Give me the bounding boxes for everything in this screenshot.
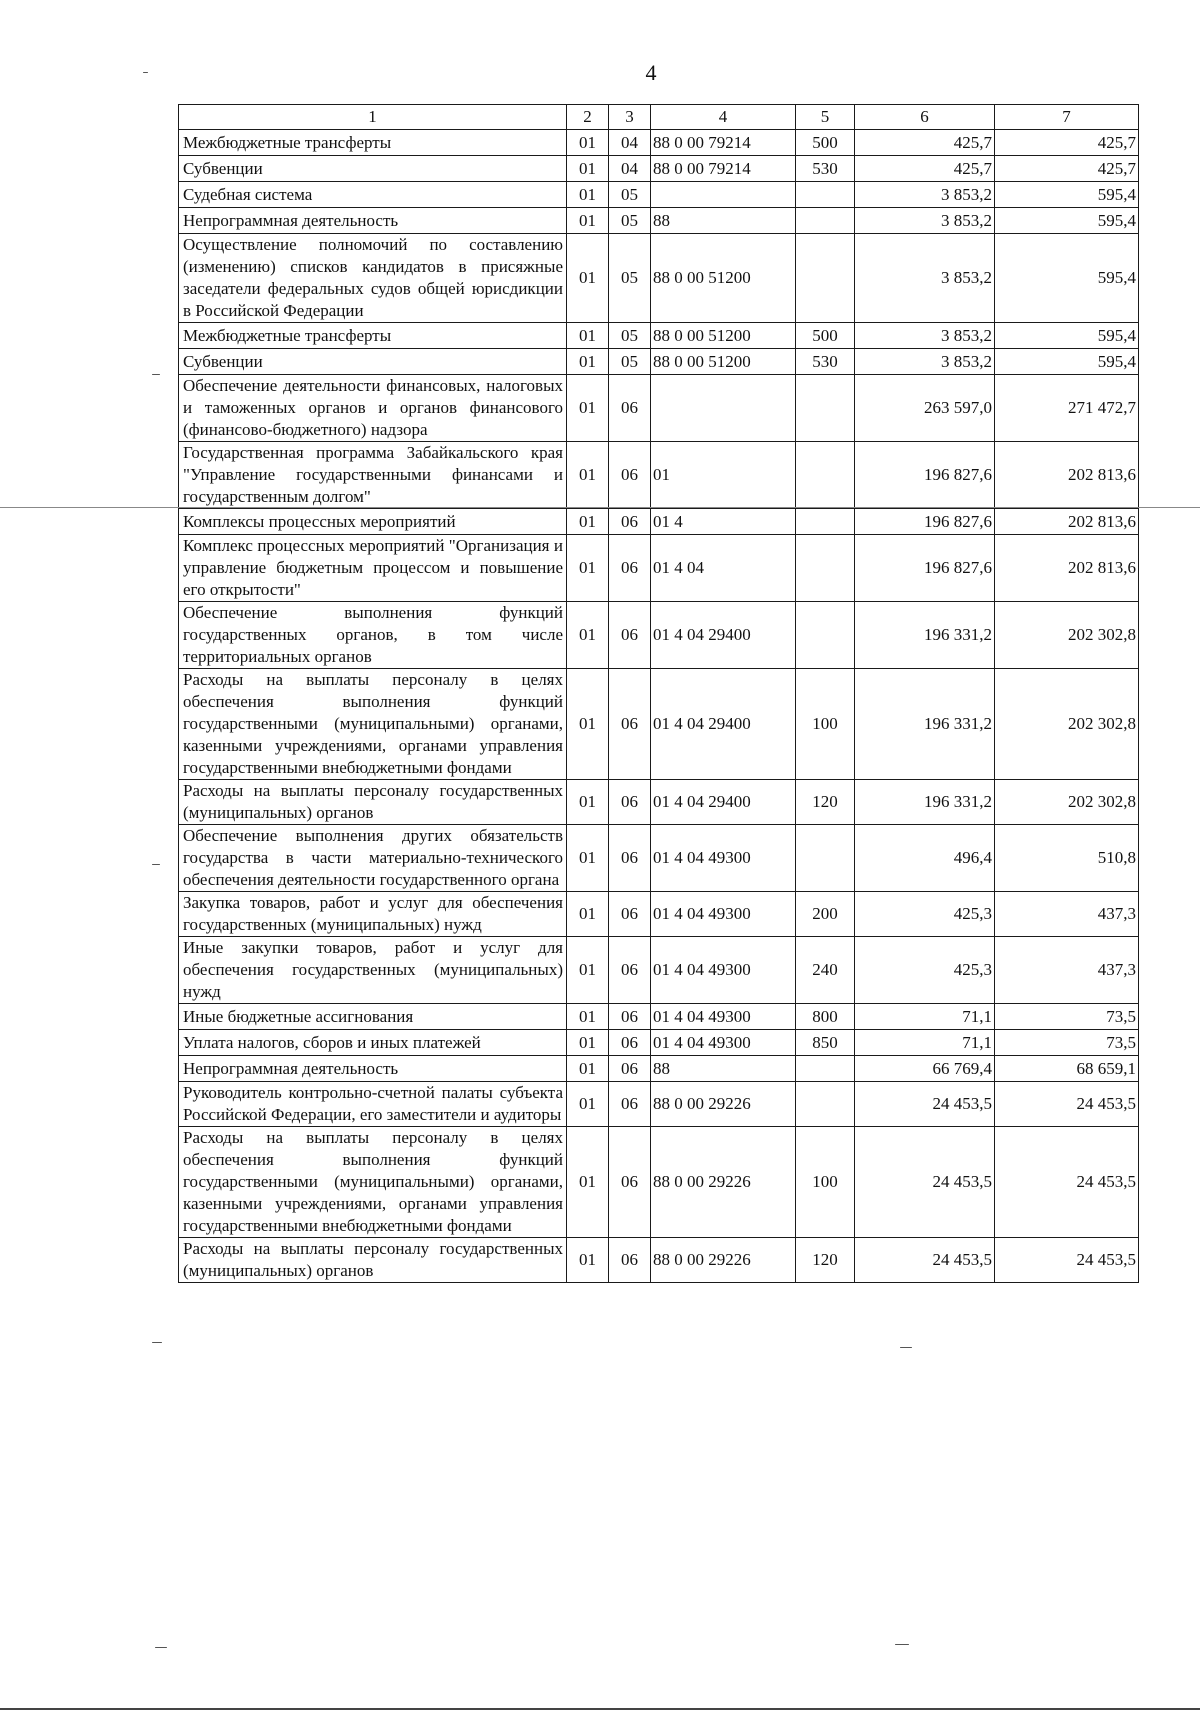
- table-row: [179, 442, 1139, 509]
- subsection-code-cell: 06: [609, 1056, 651, 1082]
- amount-year1-cell: 263 597,0: [855, 375, 995, 442]
- table-row: [179, 1238, 1139, 1283]
- subsection-code-cell: 06: [609, 1127, 651, 1238]
- table-row: [179, 825, 1139, 892]
- section-code-cell: 01: [567, 156, 609, 182]
- subsection-code-cell: 06: [609, 535, 651, 602]
- scan-speck: [152, 1342, 162, 1343]
- subsection-code-cell: 05: [609, 234, 651, 323]
- expense-type-cell: [796, 509, 855, 535]
- amount-year2-cell: 202 813,6: [995, 509, 1139, 535]
- row-name-cell: Осуществление полномочий по составлению (изменению) списков кандидатов в присяжные заседатели федеральных судов общей юрисдикции в Российской Федерации: [179, 234, 567, 323]
- row-name-cell: Руководитель контрольно-счетной палаты субъекта Российской Федерации, его заместители и аудиторы: [179, 1082, 567, 1127]
- amount-year2-cell: 68 659,1: [995, 1056, 1139, 1082]
- target-article-cell: 01 4 04 49300: [651, 937, 796, 1004]
- expense-type-cell: [796, 234, 855, 323]
- target-article-cell: 88 0 00 79214: [651, 156, 796, 182]
- table-row: [179, 208, 1139, 234]
- amount-year1-cell: 3 853,2: [855, 182, 995, 208]
- column-number: 5: [796, 105, 855, 130]
- section-code-cell: 01: [567, 234, 609, 323]
- row-name-cell: Уплата налогов, сборов и иных платежей: [179, 1030, 567, 1056]
- section-code-cell: 01: [567, 375, 609, 442]
- scan-speck: [152, 374, 160, 375]
- amount-year1-cell: 24 453,5: [855, 1238, 995, 1283]
- subsection-code-cell: 06: [609, 669, 651, 780]
- amount-year1-cell: 71,1: [855, 1030, 995, 1056]
- row-name-cell: Обеспечение деятельности финансовых, налоговых и таможенных органов и органов финансового (финансово-бюджетного) надзора: [179, 375, 567, 442]
- row-name-cell: Межбюджетные трансферты: [179, 130, 567, 156]
- amount-year2-cell: 202 302,8: [995, 780, 1139, 825]
- subsection-code-cell: 06: [609, 375, 651, 442]
- target-article-cell: 01 4: [651, 509, 796, 535]
- amount-year2-cell: 595,4: [995, 234, 1139, 323]
- section-code-cell: 01: [567, 1238, 609, 1283]
- target-article-cell: 01 4 04 29400: [651, 669, 796, 780]
- row-name-cell: Межбюджетные трансферты: [179, 323, 567, 349]
- target-article-cell: 88 0 00 51200: [651, 234, 796, 323]
- expense-type-cell: [796, 182, 855, 208]
- expense-type-cell: 530: [796, 156, 855, 182]
- table-row: [179, 780, 1139, 825]
- table-row: [179, 182, 1139, 208]
- column-number: 3: [609, 105, 651, 130]
- target-article-cell: 01 4 04 29400: [651, 780, 796, 825]
- subsection-code-cell: 06: [609, 602, 651, 669]
- amount-year2-cell: 595,4: [995, 208, 1139, 234]
- row-name-cell: Государственная программа Забайкальского края "Управление государственными финансами и государственным долгом": [179, 442, 567, 509]
- amount-year2-cell: 425,7: [995, 156, 1139, 182]
- row-name-cell: Комплексы процессных мероприятий: [179, 509, 567, 535]
- row-name-cell: Обеспечение выполнения функций государственных органов, в том числе территориальных органов: [179, 602, 567, 669]
- expense-type-cell: [796, 208, 855, 234]
- target-article-cell: 88: [651, 1056, 796, 1082]
- scan-speck: [152, 864, 160, 865]
- amount-year1-cell: 425,3: [855, 937, 995, 1004]
- amount-year2-cell: 202 813,6: [995, 442, 1139, 509]
- expense-type-cell: [796, 1056, 855, 1082]
- scan-speck: [900, 1347, 912, 1348]
- row-name-cell: Иные закупки товаров, работ и услуг для обеспечения государственных (муниципальных) нужд: [179, 937, 567, 1004]
- target-article-cell: 88 0 00 29226: [651, 1238, 796, 1283]
- subsection-code-cell: 04: [609, 156, 651, 182]
- target-article-cell: 01 4 04 29400: [651, 602, 796, 669]
- section-code-cell: 01: [567, 892, 609, 937]
- expense-type-cell: [796, 602, 855, 669]
- section-code-cell: 01: [567, 602, 609, 669]
- amount-year1-cell: 196 827,6: [855, 535, 995, 602]
- amount-year1-cell: 3 853,2: [855, 208, 995, 234]
- expense-type-cell: [796, 825, 855, 892]
- column-number-row: [179, 105, 1139, 130]
- expense-type-cell: [796, 375, 855, 442]
- subsection-code-cell: 06: [609, 780, 651, 825]
- table-row: [179, 349, 1139, 375]
- target-article-cell: 01: [651, 442, 796, 509]
- amount-year1-cell: 3 853,2: [855, 323, 995, 349]
- subsection-code-cell: 06: [609, 1004, 651, 1030]
- table-row: [179, 509, 1139, 535]
- row-name-cell: Иные бюджетные ассигнования: [179, 1004, 567, 1030]
- target-article-cell: [651, 182, 796, 208]
- expense-type-cell: 120: [796, 1238, 855, 1283]
- table-row: [179, 323, 1139, 349]
- expense-type-cell: 530: [796, 349, 855, 375]
- table-body: [179, 130, 1139, 1283]
- table-row: [179, 156, 1139, 182]
- row-name-cell: Расходы на выплаты персоналу в целях обеспечения выполнения функций государственными (муниципальными) органами, казенными учреждениями, органами управления государственными внебюджетными фондами: [179, 669, 567, 780]
- amount-year2-cell: 24 453,5: [995, 1082, 1139, 1127]
- scan-edge-line: [0, 1708, 1200, 1710]
- column-number: 2: [567, 105, 609, 130]
- table-row: [179, 1082, 1139, 1127]
- amount-year1-cell: 66 769,4: [855, 1056, 995, 1082]
- amount-year2-cell: 437,3: [995, 892, 1139, 937]
- expense-type-cell: [796, 535, 855, 602]
- section-code-cell: 01: [567, 1030, 609, 1056]
- amount-year1-cell: 196 331,2: [855, 669, 995, 780]
- subsection-code-cell: 06: [609, 1030, 651, 1056]
- section-code-cell: 01: [567, 780, 609, 825]
- amount-year2-cell: 510,8: [995, 825, 1139, 892]
- amount-year1-cell: 196 331,2: [855, 602, 995, 669]
- amount-year2-cell: 271 472,7: [995, 375, 1139, 442]
- table-row: [179, 1056, 1139, 1082]
- table-row: [179, 535, 1139, 602]
- row-name-cell: Обеспечение выполнения других обязательств государства в части материально-технического обеспечения деятельности государственного органа: [179, 825, 567, 892]
- amount-year1-cell: 3 853,2: [855, 234, 995, 323]
- table-row: [179, 937, 1139, 1004]
- subsection-code-cell: 05: [609, 323, 651, 349]
- amount-year1-cell: 196 331,2: [855, 780, 995, 825]
- expense-type-cell: 500: [796, 323, 855, 349]
- row-name-cell: Расходы на выплаты персоналу государственных (муниципальных) органов: [179, 1238, 567, 1283]
- section-code-cell: 01: [567, 1056, 609, 1082]
- target-article-cell: 01 4 04 49300: [651, 1030, 796, 1056]
- scan-artifact-line: [0, 507, 1200, 508]
- scan-speck: [143, 72, 148, 73]
- expense-type-cell: [796, 442, 855, 509]
- expense-type-cell: 200: [796, 892, 855, 937]
- row-name-cell: Субвенции: [179, 349, 567, 375]
- table-row: [179, 234, 1139, 323]
- subsection-code-cell: 06: [609, 1082, 651, 1127]
- amount-year1-cell: 71,1: [855, 1004, 995, 1030]
- budget-table: [178, 104, 1139, 1283]
- amount-year2-cell: 73,5: [995, 1030, 1139, 1056]
- section-code-cell: 01: [567, 535, 609, 602]
- section-code-cell: 01: [567, 1004, 609, 1030]
- expense-type-cell: 850: [796, 1030, 855, 1056]
- table-row: [179, 892, 1139, 937]
- expense-type-cell: 500: [796, 130, 855, 156]
- section-code-cell: 01: [567, 509, 609, 535]
- target-article-cell: 88 0 00 29226: [651, 1082, 796, 1127]
- amount-year2-cell: 595,4: [995, 349, 1139, 375]
- expense-type-cell: 800: [796, 1004, 855, 1030]
- target-article-cell: [651, 375, 796, 442]
- subsection-code-cell: 06: [609, 442, 651, 509]
- target-article-cell: 01 4 04 49300: [651, 892, 796, 937]
- amount-year1-cell: 425,3: [855, 892, 995, 937]
- scan-speck: [155, 1647, 167, 1648]
- subsection-code-cell: 06: [609, 937, 651, 1004]
- table-row: [179, 1004, 1139, 1030]
- amount-year2-cell: 24 453,5: [995, 1127, 1139, 1238]
- section-code-cell: 01: [567, 208, 609, 234]
- row-name-cell: Закупка товаров, работ и услуг для обеспечения государственных (муниципальных) нужд: [179, 892, 567, 937]
- column-number: 7: [995, 105, 1139, 130]
- subsection-code-cell: 05: [609, 349, 651, 375]
- amount-year2-cell: 202 302,8: [995, 602, 1139, 669]
- column-number: 4: [651, 105, 796, 130]
- amount-year1-cell: 425,7: [855, 156, 995, 182]
- section-code-cell: 01: [567, 323, 609, 349]
- table-row: [179, 602, 1139, 669]
- subsection-code-cell: 04: [609, 130, 651, 156]
- subsection-code-cell: 06: [609, 509, 651, 535]
- row-name-cell: Непрограммная деятельность: [179, 1056, 567, 1082]
- amount-year2-cell: 73,5: [995, 1004, 1139, 1030]
- expense-type-cell: [796, 1082, 855, 1127]
- target-article-cell: 88: [651, 208, 796, 234]
- target-article-cell: 88 0 00 51200: [651, 349, 796, 375]
- scan-speck: [895, 1644, 909, 1645]
- expense-type-cell: 240: [796, 937, 855, 1004]
- row-name-cell: Субвенции: [179, 156, 567, 182]
- subsection-code-cell: 05: [609, 208, 651, 234]
- row-name-cell: Расходы на выплаты персоналу государственных (муниципальных) органов: [179, 780, 567, 825]
- section-code-cell: 01: [567, 937, 609, 1004]
- table-row: [179, 1127, 1139, 1238]
- section-code-cell: 01: [567, 1127, 609, 1238]
- section-code-cell: 01: [567, 130, 609, 156]
- amount-year2-cell: 437,3: [995, 937, 1139, 1004]
- target-article-cell: 01 4 04: [651, 535, 796, 602]
- subsection-code-cell: 06: [609, 825, 651, 892]
- section-code-cell: 01: [567, 182, 609, 208]
- subsection-code-cell: 06: [609, 1238, 651, 1283]
- section-code-cell: 01: [567, 1082, 609, 1127]
- amount-year2-cell: 595,4: [995, 323, 1139, 349]
- section-code-cell: 01: [567, 825, 609, 892]
- amount-year2-cell: 595,4: [995, 182, 1139, 208]
- subsection-code-cell: 05: [609, 182, 651, 208]
- section-code-cell: 01: [567, 442, 609, 509]
- amount-year1-cell: 196 827,6: [855, 442, 995, 509]
- target-article-cell: 01 4 04 49300: [651, 825, 796, 892]
- amount-year1-cell: 24 453,5: [855, 1127, 995, 1238]
- expense-type-cell: 100: [796, 669, 855, 780]
- table-row: [179, 1030, 1139, 1056]
- amount-year2-cell: 202 302,8: [995, 669, 1139, 780]
- amount-year1-cell: 24 453,5: [855, 1082, 995, 1127]
- expense-type-cell: 100: [796, 1127, 855, 1238]
- expense-type-cell: 120: [796, 780, 855, 825]
- row-name-cell: Судебная система: [179, 182, 567, 208]
- row-name-cell: Непрограммная деятельность: [179, 208, 567, 234]
- column-number: 1: [179, 105, 567, 130]
- amount-year1-cell: 196 827,6: [855, 509, 995, 535]
- row-name-cell: Комплекс процессных мероприятий "Организация и управление бюджетным процессом и повышение его открытости": [179, 535, 567, 602]
- amount-year1-cell: 3 853,2: [855, 349, 995, 375]
- amount-year1-cell: 425,7: [855, 130, 995, 156]
- target-article-cell: 01 4 04 49300: [651, 1004, 796, 1030]
- page-number: 4: [645, 60, 657, 85]
- amount-year2-cell: 425,7: [995, 130, 1139, 156]
- amount-year2-cell: 24 453,5: [995, 1238, 1139, 1283]
- table-row: [179, 375, 1139, 442]
- subsection-code-cell: 06: [609, 892, 651, 937]
- target-article-cell: 88 0 00 79214: [651, 130, 796, 156]
- column-number: 6: [855, 105, 995, 130]
- target-article-cell: 88 0 00 29226: [651, 1127, 796, 1238]
- amount-year1-cell: 496,4: [855, 825, 995, 892]
- section-code-cell: 01: [567, 349, 609, 375]
- section-code-cell: 01: [567, 669, 609, 780]
- table-row: [179, 669, 1139, 780]
- amount-year2-cell: 202 813,6: [995, 535, 1139, 602]
- target-article-cell: 88 0 00 51200: [651, 323, 796, 349]
- table-row: [179, 130, 1139, 156]
- row-name-cell: Расходы на выплаты персоналу в целях обеспечения выполнения функций государственными (муниципальными) органами, казенными учреждениями, органами управления государственными внебюджетными фондами: [179, 1127, 567, 1238]
